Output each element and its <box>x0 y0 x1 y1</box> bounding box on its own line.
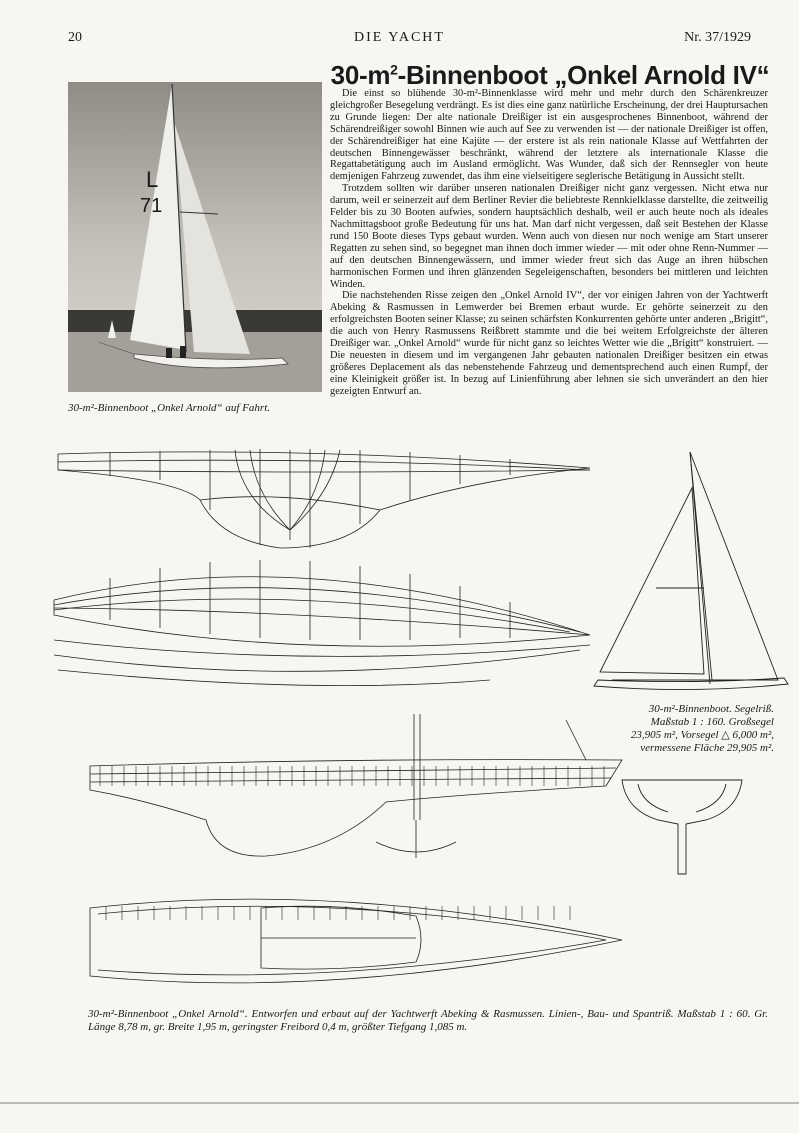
sail-plan-drawing <box>592 448 792 703</box>
magazine-title: DIE YACHT <box>354 30 445 45</box>
sailing-photo <box>68 82 322 392</box>
sail-plan-caption: 30-m²-Binnenboot. Segelriß. Maßstab 1 : 160. Großsegel 23,905 m², Vorsegel △ 6,000 m², vermessene Fläche 29,905 m². <box>630 703 774 754</box>
article-title <box>330 60 770 91</box>
sail-number-bottom: 71 <box>140 195 163 217</box>
paragraph: Trotzdem sollten wir darüber unseren nationalen Dreißiger nicht ganz vergessen. Nicht etwa nur darum, weil er seinerzeit auf dem Berliner Revier die beliebteste Rennkielklasse darstellte, die zeitweilig Felder bis zu 30 Booten aufwies, sondern hauptsächlich deshalb, weil er auch heute noch als ideales Nachmittagsboot große Bedeutung für uns hat. Man darf nicht vergessen, daß seit Bestehen der Klasse rund 150 Boote dieses Typs gebaut wurden. Wenn auch von diesen nur noch wenige am Start unserer Regatten zu sehen sind, so begegnet man ihnen doch immer wieder — mit oder ohne Renn-Nummer — auf den deutschen Binnengewässern, und immer wieder freut sich das Auge an ihren hübschen harmonischen Formen und ihren glänzenden Segeleigenschaften, besonders bei mittleren und leichten Winden. <box>330 183 768 290</box>
page-header <box>0 30 799 50</box>
construction-profile <box>86 710 631 870</box>
title-part-2: -Binnenboot „Onkel Arnold IV“ <box>397 60 770 90</box>
footer-rule <box>0 1102 799 1104</box>
midship-section <box>618 770 748 880</box>
main-caption: 30-m²-Binnenboot „Onkel Arnold“. Entworfen und erbaut auf der Yachtwerft Abeking & Rasmussen. Linien-, Bau- und Spantriß. Maßstab 1 : 60. Gr. Länge 8,78 m, gr. Breite 1,95 m, geringster Freibord 0,4 m, größter Tiefgang 1,085 m. <box>88 1008 768 1033</box>
sail-number-top: L <box>146 167 159 192</box>
paragraph: Die einst so blühende 30-m²-Binnenklasse wird mehr und mehr durch den Schärenkreuzer gleichgroßer Besegelung verdrängt. Es ist dies eine ganz natürliche Erscheinung, der drei Hauptursachen zu Grunde liegen: Der alte nationale Dreißiger ist ein ausgesprochenes Binnenboot, während der Schärendreißiger sowohl Binnen wie auch auf See zu verwenden ist — der nationale Dreißiger ist offen, der Schärendreißiger hat eine Kajüte — der erstere ist als rein nationale Klasse auf Wettfahrten der deutschen Binnengewässer beschränkt, während der letztere als internationale Klasse die Regattabetätigung auch im Ausland ermöglicht. Was Wunder, daß sich der Rennsegler von heute demjenigen Fahrzeug zuwendet, das ihm eine vielseitigere seglerische Betätigung in Aussicht stellt. <box>330 88 768 183</box>
title-part-1: 30-m <box>330 60 391 90</box>
photo-illustration <box>68 82 322 392</box>
page-number: 20 <box>68 30 82 45</box>
paragraph: Die nachstehenden Risse zeigen den „Onkel Arnold IV“, der vor einigen Jahren von der Yachtwerft Abeking & Rasmussen in Lemwerder bei Bremen erbaut wurde. Er gehörte seinerzeit zu den erfolgreichsten Booten seiner Klasse; zu seinen schärfsten Konkurrenten gehörte unter anderen „Brigitt“, die auch von Henry Rasmussens Reißbrett stammte und die bei weitem Erfolgreichste der älteren Dreißiger war. „Onkel Arnold“ wurde für nicht ganz so leichtes Wetter wie die „Brigitt“ konstruiert. — Die neuesten in diesem und im vergangenen Jahr gebauten nationalen Dreißiger besitzen ein etwas größeres Deplacement als das nebenstehende Fahrzeug und dementsprechend auch einen Rumpf, der eine Kleinigkeit größer ist. In bezug auf Linienführung aber lehnen sie sich unverändert an den hier gezeigten Entwurf an. <box>330 290 768 397</box>
lines-plan <box>50 440 600 700</box>
article-body <box>330 88 768 398</box>
issue-number: Nr. 37/1929 <box>684 30 751 45</box>
photo-caption: 30-m²-Binnenboot „Onkel Arnold“ auf Fahrt. <box>68 402 271 414</box>
title-superscript: 2 <box>390 61 398 78</box>
deck-plan <box>86 880 631 1005</box>
